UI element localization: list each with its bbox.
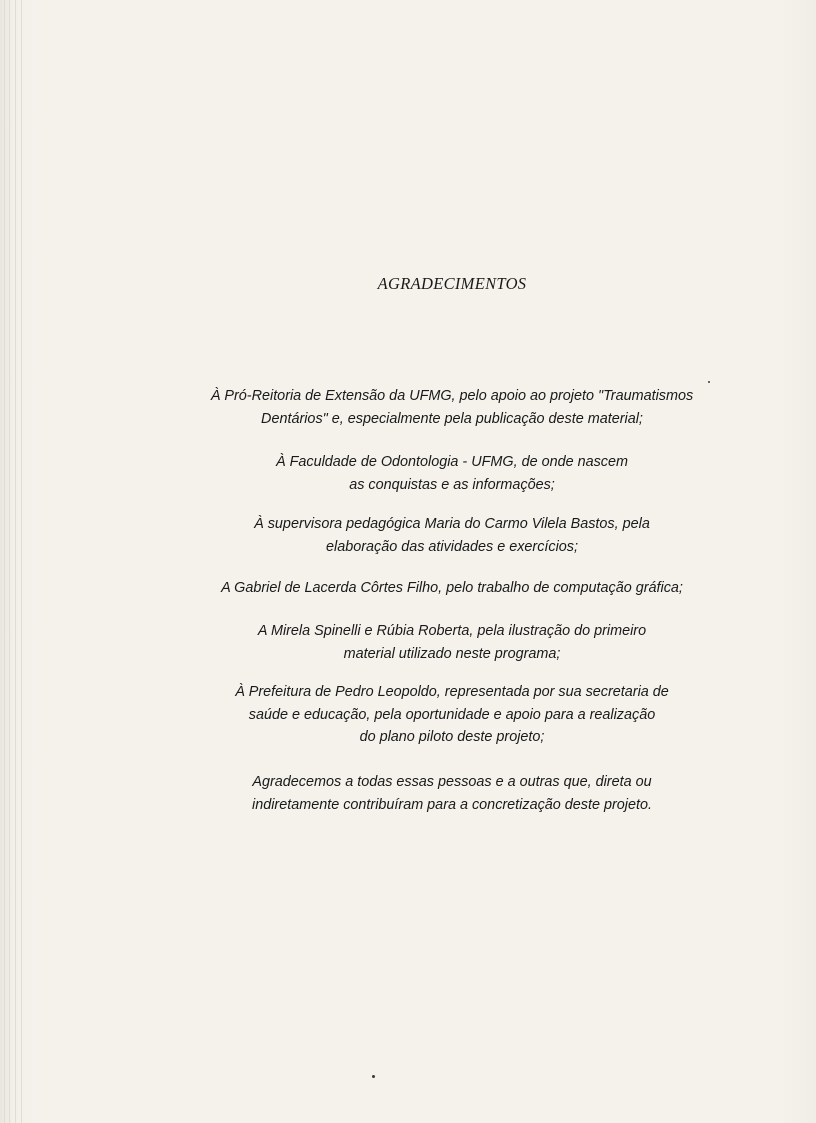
paragraph-line: À Pró-Reitoria de Extensão da UFMG, pelo apoio ao projeto "Traumatismos <box>210 388 694 404</box>
paragraph-line: À Faculdade de Odontologia - UFMG, de onde nascem <box>276 454 628 470</box>
acknowledgement-paragraph <box>140 385 764 430</box>
acknowledgement-paragraph <box>140 513 764 558</box>
paragraph-line: À Prefeitura de Pedro Leopoldo, representada por sua secretaria de <box>235 684 669 700</box>
paragraph-line: indiretamente contribuíram para a concretização deste projeto. <box>252 796 652 813</box>
paragraph-line: as conquistas e as informações; <box>349 476 555 493</box>
page-edge-line <box>4 0 5 1123</box>
acknowledgement-paragraph <box>140 451 764 496</box>
paper-speck <box>708 381 710 383</box>
acknowledgement-paragraph <box>140 620 764 665</box>
acknowledgement-paragraph <box>140 681 764 749</box>
page-edge-line <box>9 0 10 1123</box>
acknowledgement-paragraph <box>140 771 764 816</box>
page-title: AGRADECIMENTOS <box>377 274 527 293</box>
page-edge-line <box>21 0 22 1123</box>
paragraph-line: material utilizado neste programa; <box>343 645 561 662</box>
paragraph-line: Dentários" e, especialmente pela publicação deste material; <box>261 410 643 427</box>
paragraph-line: À supervisora pedagógica Maria do Carmo Vilela Bastos, pela <box>254 516 650 532</box>
page-edge-line <box>15 0 16 1123</box>
paragraph-line: do plano piloto deste projeto; <box>359 729 545 745</box>
paragraph-line: Agradecemos a todas essas pessoas e a outras que, direta ou <box>252 774 652 790</box>
paragraph-line: elaboração das atividades e exercícios; <box>326 538 578 555</box>
paragraph-line: saúde e educação, pela oportunidade e apoio para a realização <box>248 706 656 723</box>
paper-speck <box>372 1075 375 1078</box>
paragraph-line: A Gabriel de Lacerda Côrtes Filho, pelo trabalho de computação gráfica; <box>221 580 683 596</box>
paragraph-line: A Mirela Spinelli e Rúbia Roberta, pela ilustração do primeiro <box>257 623 647 639</box>
acknowledgement-paragraph <box>140 577 764 600</box>
